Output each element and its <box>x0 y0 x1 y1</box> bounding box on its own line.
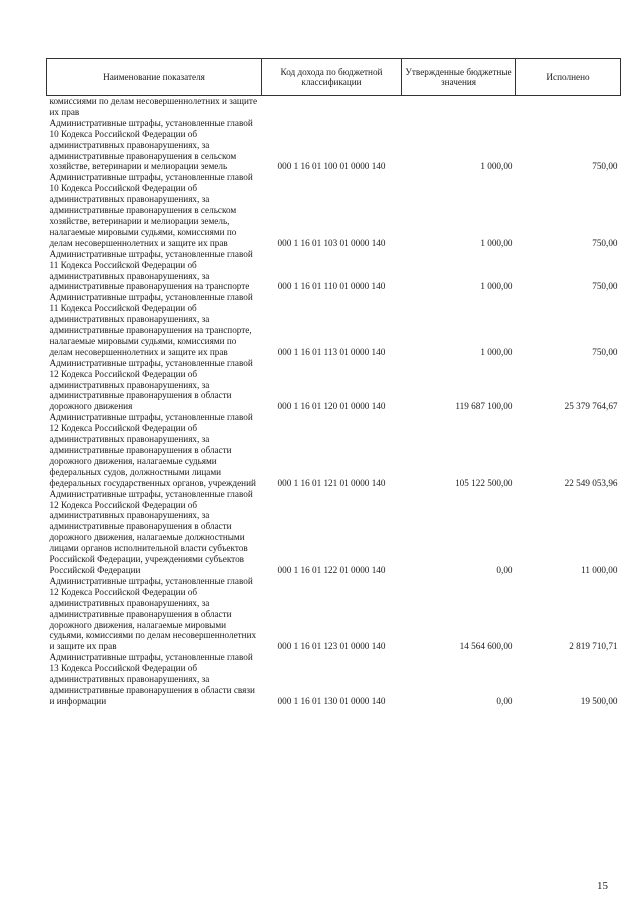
table-row <box>47 576 621 652</box>
executed-value-cell: 25 379 764,67 <box>564 401 618 412</box>
approved-value-cell: 1 000,00 <box>480 346 513 357</box>
income-code-cell: 000 1 16 01 120 01 0000 140 <box>277 401 386 412</box>
approved-value-cell: 1 000,00 <box>480 161 513 172</box>
header-indicator-name: Наименование показателя <box>47 59 262 96</box>
header-executed: Исполнено <box>516 59 621 96</box>
indicator-name-cell: Административные штрафы, установленные главой 12 Кодекса Российской Федерации об административных правонарушениях, за административные правонарушения в области дорожного движения, налагаемые мировыми судьями, комиссиями по делам несовершеннолетних и защите их прав <box>49 575 257 652</box>
header-approved-values: Утвержденные бюджетные значения <box>402 59 516 96</box>
indicator-name-cell: Административные штрафы, установленные главой 11 Кодекса Российской Федерации об административных правонарушениях, за административные правонарушения на транспорте, налагаемые мировыми судьями, комиссиями по делам несовершеннолетних и защите их прав <box>49 292 253 357</box>
executed-value-cell: 19 500,00 <box>580 695 618 706</box>
executed-value-cell <box>516 96 621 118</box>
table-row <box>47 96 621 118</box>
income-code-cell: 000 1 16 01 121 01 0000 140 <box>277 477 386 488</box>
table-row <box>47 412 621 488</box>
table-row <box>47 118 621 173</box>
income-code-cell <box>262 96 402 118</box>
table-row <box>47 358 621 413</box>
income-code-cell: 000 1 16 01 100 01 0000 140 <box>277 161 386 172</box>
table-row <box>47 489 621 576</box>
approved-value-cell: 1 000,00 <box>480 281 513 292</box>
approved-value-cell: 119 687 100,00 <box>455 401 513 412</box>
header-income-code: Код дохода по бюджетной классификации <box>262 59 402 96</box>
executed-value-cell: 22 549 053,96 <box>564 477 618 488</box>
page-number: 15 <box>597 880 608 892</box>
table-row <box>47 172 621 248</box>
indicator-name-cell: Административные штрафы, установленные главой 13 Кодекса Российской Федерации об административных правонарушениях, за административные правонарушения в области связи и информации <box>49 652 255 706</box>
approved-value-cell: 105 122 500,00 <box>455 477 513 488</box>
budget-execution-table <box>46 58 621 707</box>
executed-value-cell: 750,00 <box>592 161 618 172</box>
table-row <box>47 292 621 357</box>
approved-value-cell: 1 000,00 <box>480 237 513 248</box>
income-code-cell: 000 1 16 01 103 01 0000 140 <box>277 237 386 248</box>
income-code-cell: 000 1 16 01 122 01 0000 140 <box>277 564 386 575</box>
approved-value-cell: 14 564 600,00 <box>459 641 513 652</box>
indicator-name-cell: Административные штрафы, установленные главой 11 Кодекса Российской Федерации об административных правонарушениях, за административные правонарушения на транспорте <box>49 248 253 292</box>
indicator-name-cell: Административные штрафы, установленные главой 12 Кодекса Российской Федерации об административных правонарушениях, за административные правонарушения в области дорожного движения, налагаемые должностными лицами органов исполнительной власти субъектов Российской Федерации, учреждениями субъектов Российской Федерации <box>49 488 253 575</box>
table-body <box>47 96 621 707</box>
indicator-name-cell: комиссиями по делам несовершеннолетних и защите их прав <box>49 96 258 117</box>
income-code-cell: 000 1 16 01 113 01 0000 140 <box>277 346 386 357</box>
income-code-cell: 000 1 16 01 110 01 0000 140 <box>277 281 386 292</box>
income-code-cell: 000 1 16 01 130 01 0000 140 <box>277 695 386 706</box>
indicator-name-cell: Административные штрафы, установленные главой 10 Кодекса Российской Федерации об административных правонарушениях, за административные правонарушения в сельском хозяйстве, ветеринарии и мелиорации земель, налагаемые мировыми судьями, комиссиями по делам несовершеннолетних и защите их прав <box>49 172 253 248</box>
approved-value-cell: 0,00 <box>496 695 513 706</box>
table-row <box>47 652 621 707</box>
executed-value-cell: 11 000,00 <box>581 564 618 575</box>
executed-value-cell: 2 819 710,71 <box>569 641 618 652</box>
income-code-cell: 000 1 16 01 123 01 0000 140 <box>277 641 386 652</box>
executed-value-cell: 750,00 <box>592 346 618 357</box>
approved-value-cell <box>402 96 516 118</box>
indicator-name-cell: Административные штрафы, установленные главой 10 Кодекса Российской Федерации об административных правонарушениях, за административные правонарушения в сельском хозяйстве, ветеринарии и мелиорации земель <box>49 117 253 172</box>
executed-value-cell: 750,00 <box>592 281 618 292</box>
approved-value-cell: 0,00 <box>496 564 513 575</box>
executed-value-cell: 750,00 <box>592 237 618 248</box>
indicator-name-cell: Административные штрафы, установленные главой 12 Кодекса Российской Федерации об административных правонарушениях, за административные правонарушения в области дорожного движения, налагаемые судьями федеральных судов, должностными лицами федеральных государственных органов, учреждений <box>49 412 256 488</box>
table-header-row <box>47 59 621 96</box>
indicator-name-cell: Административные штрафы, установленные главой 12 Кодекса Российской Федерации об административных правонарушениях, за административные правонарушения в области дорожного движения <box>49 357 253 412</box>
table-row <box>47 249 621 293</box>
